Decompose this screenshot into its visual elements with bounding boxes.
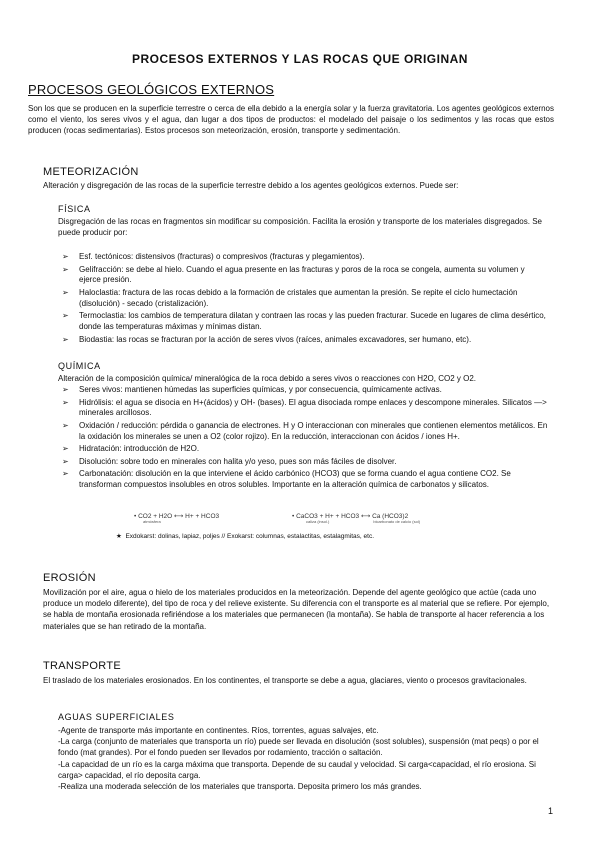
arrow-bullet-icon: ➢ [62,264,69,274]
formula-label: atmósfera [143,519,161,524]
list-item: ➢ Oxidación / reducción: pérdida o ganancia de electrones. H y O interaccionan con minerales que contienen elementos metálicos. En la oxidación los minerales se unen a O2 (color rojizo). En la reducción, interaccionan con ácidos / iones H+. [62,420,548,441]
list-item: ➢ Termoclastia: los cambios de temperatura dilatan y contraen las rocas y las pueden fracturar. Sucede en lugares de clima desértico, donde las temperaturas máximas y mínimas distan. [62,311,546,332]
arrow-bullet-icon: ➢ [62,444,69,454]
section-heading-transporte: TRANSPORTE [43,660,121,672]
text-line: -La capacidad de un río es la carga máxima que transporta. Depende de su caudal y velocidad. Si carga<capacidad, el río erosiona. Si carga> capacidad, el río deposita carga. [58,759,536,780]
arrow-bullet-icon: ➢ [62,287,69,297]
section-heading-erosion: EROSIÓN [43,572,96,584]
list-item: ➢ Hidrólisis: el agua se disocia en H+(ácidos) y OH- (bases). El agua disociada rompe enlaces y descompone minerales. Silicatos —> minerales arcillosos. [62,397,547,418]
transporte-paragraph: El traslado de los materiales erosionados. En los continentes, el transporte se debe a agua, glaciares, viento o procesos gravitacionales. [43,676,527,685]
list-item: ➢ Disolución: sobre todo en minerales con halita y/o yeso, pues son más fáciles de disolver. [62,456,397,466]
aguas-superficiales-block [58,725,554,792]
text-line: -Agente de transporte más importante en continentes. Ríos, torrentes, aguas salvajes, etc. [58,726,379,735]
list-item: ➢ Hidratación: introducción de H2O. [62,444,200,454]
section-heading-meteorizacion: METEORIZACIÓN [43,166,139,178]
page-number: 1 [547,806,553,816]
formula-carbonic-acid: • CO2 + H2O ⟷ H+ + HCO3 atmósfera [134,513,220,524]
procesos-externos-paragraph: Son los que se producen en la superficie terrestre o cerca de ella debido a la energía solar y la fuerza gravitatoria. Los agentes geológicos externos como el viento, los seres vivos y el agua, dan lugar a dos tipos de productos: el modelado del paisaje o los sedimentos y las rocas que estos producen (rocas sedimentarias). Estos procesos son meteorización, erosión, transporte y sedimentación. [28,104,554,136]
quimica-list [62,385,548,493]
arrow-bullet-icon: ➢ [62,397,69,407]
text-line: -Realiza una moderada selección de los materiales que transporta. Deposita primero los más grandes. [58,782,422,792]
meteorizacion-paragraph: Alteración y disgregación de las rocas de la superficie terrestre debido a los agentes geológicos externos. Puede ser: [43,181,459,190]
erosion-paragraph: Movilización por el aire, agua o hielo de los materiales producidos en la meteorización. Depende del agente geológico que actúe (cada uno produce un modelo diferente), del tipo de roca y del relieve existente. Su diferencia con el transporte es al material que se refiere. Por ejemplo, se habla de montaña erosionada refiriéndose a los materiales que permanecen (la montaña). Se habla de transporte al hacer referencia a los materiales que se han retirado de la montaña. [43,588,550,631]
text-line: -La carga (conjunto de materiales que transporta un río) puede ser llevada en disolución (sost solubles), suspensión (mat peqs) o por el fondo (mat grandes). Por el fondo pueden ser llevados por rodamiento, tracción o saltación. [58,737,539,758]
formula-labels: caliza (insol.) bicarbonato de calcio (sol) [306,519,421,524]
arrow-bullet-icon: ➢ [62,252,69,261]
arrow-bullet-icon: ➢ [62,385,69,394]
list-item: ➢ Haloclastia: fractura de las rocas debido a la formación de cristales que aumentan la presión. Se repite el ciclo humectación (disolución) - secado (cristalización). [62,287,518,308]
fisica-paragraph: Disgregación de las rocas en fragmentos sin modificar su composición. Facilita la erosión y transporte de los materiales disgregados. Se puede producir por: [58,217,542,238]
page-title: PROCESOS EXTERNOS Y LAS ROCAS QUE ORIGINAN [132,52,468,66]
bullet-dot-icon: • [292,513,295,520]
bullet-dot-icon: • [134,513,137,520]
list-item: ➢ Carbonatación: disolución en la que interviene el ácido carbónico (HCO3) que se forma cuando el agua contiene CO2. Se transforman compuestos insolubles en otros solubles. Importante en la alteración química de carbonatos y silicatos. [62,469,511,490]
arrow-bullet-icon: ➢ [62,469,69,479]
list-item: ➢ Gelifracción: se debe al hielo. Cuando el agua presente en las fracturas y poros de la roca se congela, aumenta su volumen y ejerce presión. [62,264,525,285]
arrow-bullet-icon: ➢ [62,334,69,344]
section-heading-procesos-externos: PROCESOS GEOLÓGICOS EXTERNOS [28,82,275,97]
subheading-fisica: FÍSICA [58,204,91,214]
fisica-list [62,252,548,347]
subheading-quimica: QUÍMICA [58,361,101,371]
formula-carbonation: • CaCO3 + H+ + HCO3 ⟷ Ca (HCO3)2 caliza (insol.) bicarbonato de calcio (sol) [292,513,421,524]
quimica-paragraph: Alteración de la composición química/ mineralógica de la roca debido a seres vivos o reacciones con H2O, CO2 y O2. [58,374,476,383]
subheading-aguas-superficiales: AGUAS SUPERFICIALES [58,712,175,722]
star-icon: ★ [116,533,122,540]
list-item: ➢ Esf. tectónicos: distensivos (fracturas) o compresivos (fracturas y plegamientos). [62,252,365,261]
arrow-bullet-icon: ➢ [62,420,69,430]
karst-note: ★ Exdokarst: dolinas, lapiaz, poljes // Exokarst: columnas, estalactitas, estalagmitas, etc. [116,533,375,540]
list-item: ➢ Seres vivos: mantienen húmedas las superficies químicas, y por consecuencia, químicamente activas. [62,385,442,394]
arrow-bullet-icon: ➢ [62,311,69,321]
list-item: ➢ Biodastia: las rocas se fracturan por la acción de seres vivos (raíces, animales excavadores, ser humano, etc). [62,334,472,344]
arrow-bullet-icon: ➢ [62,456,69,466]
